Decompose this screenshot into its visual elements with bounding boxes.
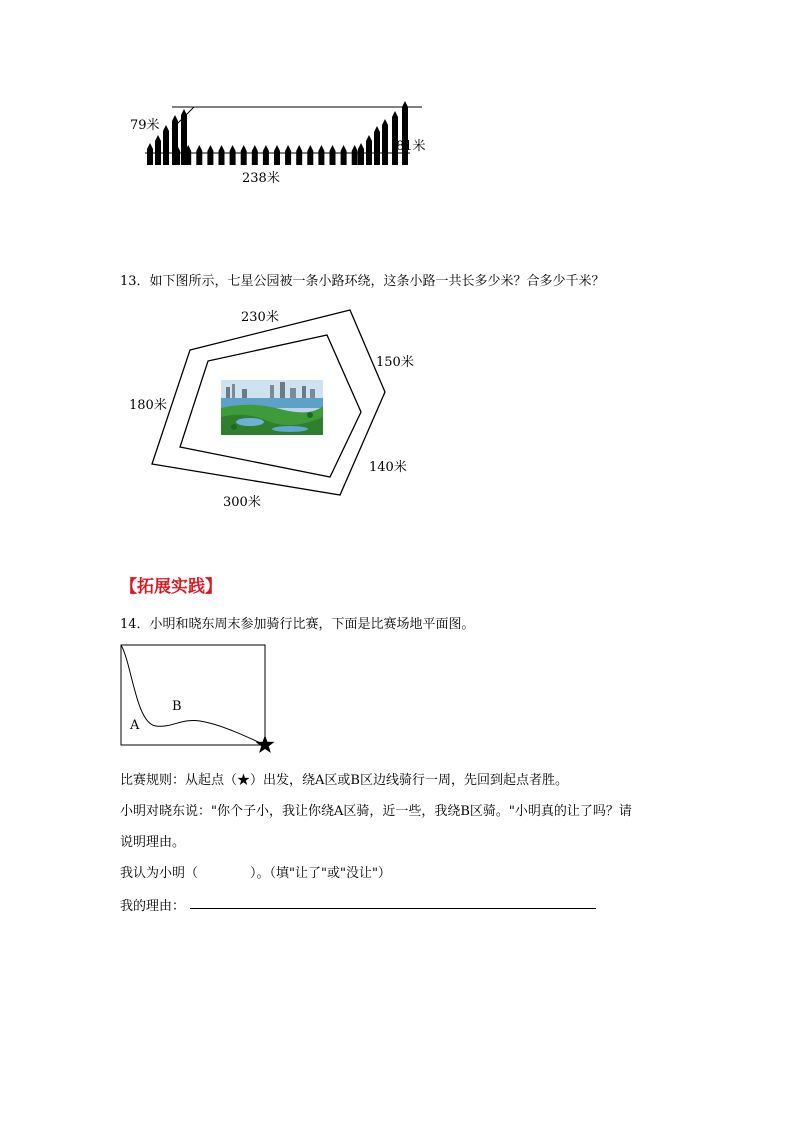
- start-star-icon: [256, 735, 275, 753]
- fence-post: [263, 145, 269, 165]
- fence-post: [155, 135, 161, 165]
- fence-left-height-label: 79米: [130, 118, 160, 133]
- park-path-diagram: [150, 305, 390, 500]
- q13-question: [120, 270, 605, 289]
- q14-rule: 比赛规则：从起点（★）出发，绕A区或B区边线骑行一周，先回到起点者胜。: [120, 773, 568, 788]
- fence-bottom-length-label: 238米: [242, 171, 280, 186]
- fence-post: [330, 145, 336, 165]
- reason-answer-line[interactable]: [190, 908, 596, 909]
- q14-dialogue-line2: 说明理由。: [120, 835, 186, 850]
- q13-lower-right-label: 140米: [369, 460, 407, 475]
- q14-question: [120, 613, 475, 632]
- fence-post: [382, 119, 388, 165]
- race-dividing-curve: [121, 645, 265, 745]
- q13-top-label: 230米: [241, 310, 279, 325]
- q13-bottom-label: 300米: [223, 495, 261, 510]
- section-title: 【拓展实践】: [120, 577, 222, 597]
- q13-number: 13: [120, 274, 137, 289]
- q14-fill-prompt: 我认为小明（ ）。（填"让了"或"没让"）: [120, 866, 391, 881]
- fence-post: [252, 145, 258, 165]
- fence-post: [147, 143, 153, 165]
- fence-post: [352, 145, 358, 165]
- area-a-label: A: [130, 718, 140, 733]
- q13-text: ．如下图所示，七星公园被一条小路环绕，这条小路一共长多少米？合多少千米？: [136, 274, 605, 289]
- fence-post: [296, 145, 302, 165]
- fence-post: [307, 145, 313, 165]
- fence-post: [318, 145, 324, 165]
- q13-left-label: 180米: [129, 398, 167, 413]
- fence-post: [219, 145, 225, 165]
- race-field-diagram: [120, 644, 280, 756]
- fence-post: [230, 145, 236, 165]
- fence-post: [374, 126, 380, 165]
- fence-right-height-label: 81米: [396, 139, 426, 154]
- fence-post: [241, 145, 247, 165]
- q13-upper-right-label: 150米: [376, 355, 414, 370]
- park-photo: [221, 380, 323, 435]
- fence-post: [341, 145, 347, 165]
- q14-reason-prompt: 我的理由：: [120, 899, 186, 914]
- fence-post: [196, 145, 202, 165]
- fence-post: [285, 145, 291, 165]
- fence-post: [402, 101, 408, 165]
- fence-post: [207, 145, 213, 165]
- fence-post: [358, 143, 364, 165]
- q14-dialogue-line1: 小明对晓东说："你个子小，我让你绕A区骑，近一些，我绕B区骑。"小明真的让了吗？请: [120, 804, 632, 819]
- fence-post: [366, 135, 372, 165]
- fence-posts: [145, 101, 410, 165]
- q14-text: ．小明和晓东周末参加骑行比赛，下面是比赛场地平面图。: [136, 617, 475, 632]
- area-b-label: B: [172, 699, 182, 714]
- race-field-boundary: [121, 645, 265, 745]
- q14-number: 14: [120, 617, 137, 632]
- fence-diagram: [130, 95, 430, 190]
- fence-post: [274, 145, 280, 165]
